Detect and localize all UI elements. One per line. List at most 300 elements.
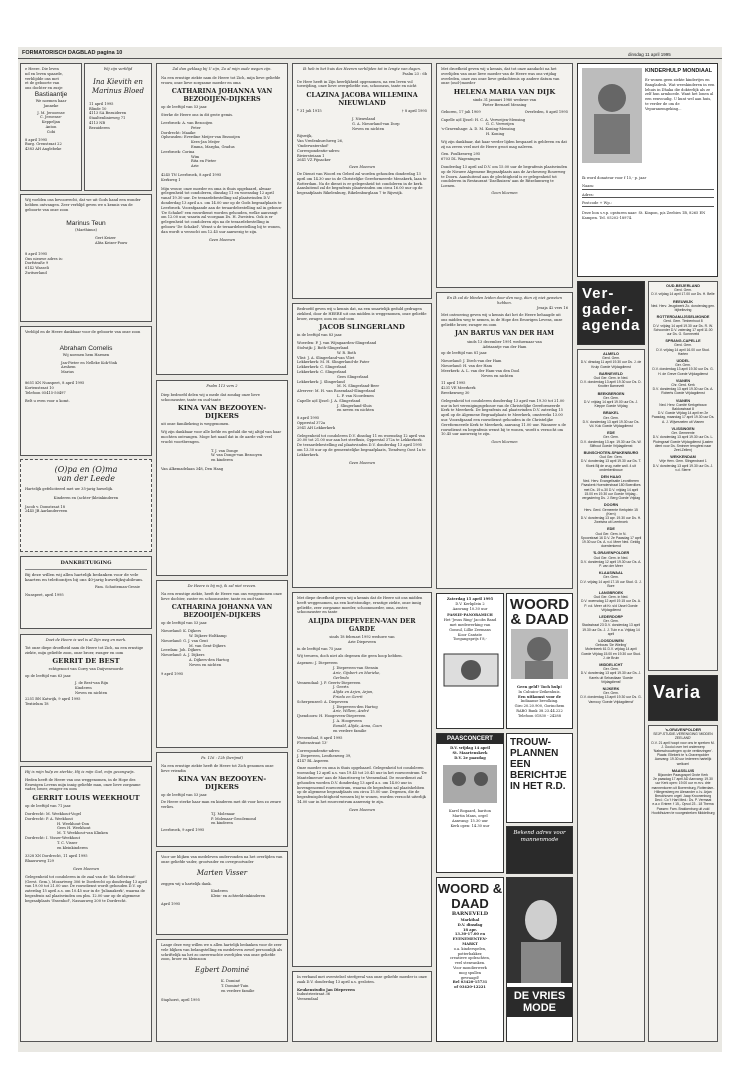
entry-place: WEKKENDAM — [670, 455, 696, 460]
agenda-entry — [580, 451, 642, 472]
line: Meerkerk: A. L. van der Ham-van den Dool — [441, 368, 520, 373]
entry-place: VIANEN — [675, 378, 691, 383]
line: W. Dijkers-Holtkamp — [189, 633, 227, 638]
line: Dordrecht: P. A. Weekhout — [25, 816, 73, 821]
line: Opheusden: Everdine Meijer-van Bezooijen — [161, 135, 240, 140]
entry-details: D.V. dinsdag 11 april 19.30 uur Ds. J. de Kruip Goede Vrijdagdienst — [580, 360, 642, 369]
agenda-entry — [580, 527, 642, 548]
line: M. T. Weekhout-van Klinken — [57, 831, 108, 836]
line: 4113 NB — [89, 120, 106, 125]
verse-ref: Psalm 23 : 6b — [402, 71, 427, 76]
entry-details: D.V. donderdag 13 april 19.30 uur Ds. G. Vanrooy 'Goede Vrijdagdienst' — [580, 695, 642, 704]
line: en kinderen — [211, 821, 233, 826]
line: Dordrecht: M. Weekhout-Vogel — [25, 811, 82, 816]
line: Kees-Jan Meijer — [191, 140, 220, 145]
comfort-line: Sterke de Heere ons in dit grote gemis. — [161, 113, 234, 118]
line: Lekkerkerk: J. Slingerland — [297, 379, 345, 384]
line: Neven en nichten — [75, 690, 108, 695]
deceased-name: GERRIT LOUIS WEEKHOUT — [32, 794, 140, 803]
notice-lines — [25, 67, 77, 91]
entry-details: D.V. donderdag 13 april 19.30 uur Ds. Vd. Kok Goede Vrijdagdienst — [582, 419, 640, 429]
line: Pieter Bernard Mensing — [482, 102, 527, 107]
entry-details: D.V. vrijdag 14 april 19.30 uur Ds. R. W. Schoonder D.V. zaterdag 17 april 11.00 uur Ds. G. Sonneveld — [653, 323, 713, 337]
death-notice-kina-2 — [156, 752, 288, 847]
line: Veenendaal, 8 april 1995 — [297, 736, 343, 741]
line: G. A. Nieuwland-van Dorp — [352, 121, 400, 126]
agenda-entry — [580, 551, 642, 568]
birth-notice-marinus — [20, 194, 152, 322]
entry-church: Gerd. Gem. — [602, 356, 620, 361]
entry-details: Spoorstraat 16 D.V. 2e Paasdag 17 april 19.30 uur Ds. A. v.d. Meer Ned. Geldig duerdenkend — [580, 535, 642, 549]
address — [441, 152, 568, 162]
verse: Ik heb in het huis des Heeren verblijden tot in lengte van dagen. — [303, 67, 421, 71]
line: Emma, Margha, Gradus — [191, 144, 235, 149]
address — [89, 102, 147, 131]
agenda-entry — [651, 379, 715, 396]
entry-church: Gerd. Gem. — [674, 343, 692, 348]
ad-title: PAASCONCERT — [437, 734, 503, 744]
line: 's-Gravenhage: A. D. M. Koning-Mensing — [441, 127, 516, 132]
entry-church: Vrije Herv. Gem. Slingendrant 1 — [659, 459, 707, 464]
agenda-entries — [651, 284, 715, 472]
address: Leerbroek, 9 april 1995 — [161, 828, 205, 833]
line: Capelle a/d IJssel: J. A. Slingerland — [297, 398, 361, 403]
ad-lines — [437, 746, 503, 760]
address — [297, 992, 427, 1002]
death-notice-gerrit-de-best — [20, 634, 152, 762]
no-flowers-note: Geen bloemen — [208, 237, 236, 242]
death-notice-kina-1 — [156, 380, 288, 576]
line: Anton — [45, 124, 57, 129]
line: Nieuwland: H. van der Ham — [441, 363, 493, 368]
line: Karel Bogaard, bariton — [449, 809, 491, 814]
entry-church: Chr. Gerd. Kerk — [671, 383, 695, 388]
hope-line: Wij treuren, doch niet als degenen die geen hoop hebben. — [297, 653, 403, 658]
entry-details: D.V. 21 april hoopt voor ons te spreken M. J. Gooiul over het onderwerp 'Nabeschouwingen op de verkiezingen'. Plaats: Ellekerk te 's-Gravenpolder Aanvang: 19.30 uur Iedereen hartelijk welkom! — [651, 740, 715, 766]
line: Gert Keizer — [95, 236, 116, 241]
address — [297, 736, 427, 746]
line: RABO Bank 38.23.44.222 — [516, 708, 563, 713]
entry-details: D.V. woensdag 12 april 19.15 uur Ds. A. P. v.d. Meer uit Kr. s/d IJssel Goede Vrijdagdienst — [580, 599, 641, 612]
notice-text: Verblijd en de Heere dankbaar voor de geboorte van onze zoon — [25, 330, 141, 334]
entry-church: Gerd. Gem. — [674, 288, 692, 293]
anniversary-notice — [20, 459, 152, 552]
address-field[interactable]: Adres: — [582, 193, 714, 199]
line: potterbakker, — [457, 951, 483, 956]
place-date: Nunspeet, april 1995 — [25, 593, 64, 598]
entry-details: D.V. vrijdag 14 april 16.00 uur Stud. Harten — [656, 347, 710, 356]
line: Nieuwland: G. J. van Gent — [161, 638, 208, 643]
notice-text: Diep bedroefd delen wij u mede dat zondag onze lieve schoonzuster, tante en oud-tante — [161, 392, 260, 402]
death-notice-van-der-ham — [436, 292, 573, 589]
line: Ons nieuwe adres is: — [25, 256, 63, 261]
child-photo-icon — [507, 627, 572, 681]
line: J. Slingerland-Sluis — [337, 403, 372, 408]
notice-text: Hartelijk gefeliciteerd met uw 35-jarig huwelijk. — [25, 487, 114, 491]
paasconcert-ad — [436, 733, 504, 873]
funeral-details: Onze moeder en oma is thuis opgebaard. Gelegenheid tot condoleren woensdag 12 april a.s. van 19.45 tot 20.45 uur in het rouwcentrum 'De Mantelmeeuw' aan de Mauritsweg te Veenendaal. De rouwdienst zal gehouden worden D.V. donderdag 13 april a.s. om 14.00 uur in bovengenoemd rouwcentrum, waarna de begrafenis zal plaatshebben op de algemene begraafplaats om circa 15.00 uur. Degenen, die de begrafenisplechtigheid wensen bij te wonen, worden verzocht uiterlijk 14.00 uur in het rouwcentrum aanwezig te zijn. — [297, 766, 427, 804]
line: 2251 BN Katwijk, 9 april 1995 — [25, 697, 81, 702]
line: EVENEMENTEN- — [452, 937, 488, 942]
entry-church: Gerd. Gem. Timbenhout 8 — [663, 319, 703, 324]
line: Bezuideren — [89, 125, 110, 130]
line: K. Dominé — [221, 979, 241, 984]
line: Ronald, Alijda, Anna, Coen — [333, 723, 382, 728]
entry-place: VIANEN — [675, 398, 691, 403]
line: Giro 20.20.900, Gorinchem — [514, 704, 565, 709]
verse: En Ik zal de blinden leiden door den weg, dien zij niet geweten hebben. — [446, 296, 562, 305]
line: 6703 DL Wageningen — [441, 157, 481, 162]
verse: De Heere is bij mij, ik zal niet vrezen. — [187, 584, 257, 588]
entry-place: ALMELO — [602, 352, 620, 356]
line: en kinderen — [211, 458, 233, 463]
funeral-details: Gelegenheid tot condoleren donderdag 13 april van 19.30 tot 21.00 uur in het verenigingsgebouw van de Christelijke Gereformeerde Kerk te Meerkerk. De begrafenis zal plaatsvinden D.V. zaterdag 15 april op de Algemene Begraafplaats te Meerkerk, omstreeks 13.00 uur. Voorafgaand een rouwdienst gehouden in de Christelijke Gereformeerde Kerk te Meerkerk, aanvang 11.00 uur. Wanneer u de rouwdienst en begrafenis wenst bij te wonen, wordt u verzocht om 10.45 uur aanwezig te zijn. — [441, 398, 566, 437]
deceased-name: CATHARINA JOHANNA VAN BEZOOIJEN-DIJKERS — [171, 603, 273, 620]
line: Vlist: J. A. Slingerland-van Vliet — [297, 355, 355, 360]
ad-title: WOORD & DAAD — [509, 596, 570, 628]
anniversary-subtitle: van der Leede — [57, 474, 115, 483]
line: e Heere. Die leven — [25, 67, 59, 71]
line: Bel 03420-15731 — [452, 980, 488, 985]
agenda-entry — [580, 411, 642, 428]
line: Vennendaal: J. P. Geerts-Diepeveen — [297, 680, 361, 685]
line: Kerk open: 14.30 uur — [450, 823, 490, 828]
address — [25, 697, 147, 707]
line: W. van Donge-van Bezooyen — [211, 453, 263, 458]
ad-lines-2 — [437, 809, 503, 828]
header-rule — [18, 58, 722, 59]
dates — [297, 109, 427, 114]
line: Geen geld? Toch hulp! — [517, 685, 562, 689]
no-flowers-note: Geen bloemen — [348, 807, 376, 812]
line: Veenendaal — [297, 997, 319, 1002]
company-name: Keukenstudio Jan Diepeveen — [297, 987, 355, 992]
agenda-entry — [580, 372, 642, 389]
address: Van Alkemadelaan 348, Den Haag — [161, 466, 224, 471]
notice-title: DANKBETUIGING — [60, 560, 112, 566]
line: mog spullen — [458, 970, 482, 975]
line: Zaterdag 15 april 1995 — [446, 597, 494, 601]
line: Zwitserland — [25, 270, 47, 275]
line: Capelle a/d IJssel: H. C. A. Verweijen-Mensing — [441, 117, 526, 122]
line: Kortenstraat 10 — [25, 385, 54, 390]
deceased-name: CATHARINA JOHANNA VAN BEZOOIJEN-DIJKERS — [171, 87, 273, 104]
death-notice-nieuwland — [292, 63, 432, 299]
entry-church: SEJP-STUDIE-VERENIGING 'MIDDEN ZEELAND' — [653, 732, 713, 741]
ad-text: Er wonen geen ziekte kindertjes en Bangladesh. Wat weeskinderen in een lehuis in Dhaka die dokterlijk als ze zelf hun armhoede. Want het lonen al een eenvoudig. U kunt wel aan huis, te verder de om de Vepuranemgeking... — [645, 78, 715, 111]
name-field[interactable]: Naam: — [582, 184, 714, 190]
line: J. Diepeveen, Lenthenweg 39, — [297, 753, 352, 758]
family — [25, 681, 147, 695]
line: Markthal — [460, 918, 480, 922]
notice-text: Met droefheid geven wij u kennis, dat tot onze aandacht na het overlijden van onze lieve moeder van de Heere was ons vrijdag overleden, onze zus onze lieve gedachtenis op andere datum van onze (oud-)moeder — [441, 67, 560, 86]
line: T.J. Molenaar — [211, 811, 235, 816]
notice-text: Bij deze willen wij allen hartelijk bedanken voor de vele kaarten en telefoontjes bij ons 40-jarig huwelijksjubileum. — [25, 572, 144, 583]
entry-church: Ger. Gem. — [603, 435, 619, 440]
line: IJsendoorn: H. Hoogeveen-Diepeveen — [297, 714, 366, 719]
agenda-entry — [580, 392, 642, 409]
line: Nieuwland: A. J. Dijkers — [161, 653, 205, 658]
line: Arie Diepeveen — [348, 639, 376, 644]
line: Gonsul, Lillie Zeemans — [449, 627, 491, 632]
line: G. C. Verweijen — [486, 122, 514, 127]
child-name: Marinus Teun — [66, 220, 106, 228]
entry-place: MIDDELICHT — [599, 663, 623, 667]
age-line: op de leeftijd van 53 jaar. — [161, 793, 208, 798]
family — [441, 118, 568, 137]
agenda-entry — [651, 300, 715, 313]
line: Lekkerkerk: C. Slingerland — [297, 369, 347, 374]
entry-details: D.V. donderdag 13 april 19.30 uur Ds. J. Karels uit Sebastiaan 'Goede Vrijdagdienst' — [580, 671, 642, 684]
death-notice-diepeveen — [292, 592, 432, 967]
line: D.V. vrijdag 14 april — [450, 746, 490, 750]
line: en neven en nichten — [337, 408, 374, 413]
line: Gees Slingerland — [337, 374, 369, 379]
entry-church: Ger. Gem. — [603, 691, 619, 696]
varia-list — [648, 725, 718, 1042]
line: 8 april 1995 — [25, 251, 48, 256]
notice-text-2: Wij zijn dankbaar, dat haar verder lijden bespaard is gebleven en dat zij na zeven veel met de Heere groot mag naleven. — [441, 139, 567, 149]
entry-church: Oud Ger. Gem. in Ned. — [593, 555, 629, 560]
address — [297, 416, 427, 430]
line: J. Geerts — [333, 685, 349, 690]
deceased-name: ALIJDA DIEPEVEEN-VAN DER GARDE — [308, 617, 416, 634]
family — [297, 661, 427, 733]
family — [161, 449, 283, 463]
line: en verdere familie — [221, 988, 255, 993]
line: Nieuwland: J. Dirch-van der Ham — [441, 359, 502, 364]
entry-details: Paaskerk Huenderstraat 180 Boerdikes met Ds. 19 u-30 D.V. vrijdag 14 april 15.00 en 19.30 uur Goede Vrijdag - vergadering Ds. J. Berg Goede Vrijdag — [581, 483, 641, 501]
entry-details: D.V. vrijdag 14 april 17.15 uur Stud. G. J. Bore — [580, 579, 642, 588]
de-vries-mode-ad — [506, 877, 573, 1042]
coupon-footer: Deze bon s.v.p. opsturen naar: St. Kinpon, p/a Zeebies 1B, 8265 EN Kampen. Tel. 05202-18974. — [582, 211, 706, 220]
entry-details: D.V. donderdag 12 april 19.30 uur Ds. A. P. van der Meer — [580, 559, 642, 568]
line: Blinde 10 — [89, 106, 107, 111]
entry-details: Stadsstraat 23 D.V. donderdag 13 april 19.30 uur Ds. J. J. Tuin e.a. Vrijdag 14 april — [581, 623, 641, 636]
newspaper-header-date: dinsdag 11 april 1995 — [628, 52, 671, 57]
line: 13.30-17.00 en — [454, 932, 486, 937]
birth-date: Geboren, 17 juli 1909 — [441, 109, 481, 114]
notice-text: Lange deze weg willen we u allen hartelijk bedanken voor de zeer vele blijken van belangstelling en medeleven zowel persoonlijk als schriftelijk na het zo onverwachte overlijden van onze geliefde zoon, broer en kleinzoon — [161, 943, 283, 962]
entry-details: D.V. donderdag 13 april 19.30 uur Ds. A. Roberts Goede Vrijdagdienst — [652, 387, 714, 396]
line: et de geboorte van — [25, 81, 60, 86]
vergader-agenda-list — [577, 349, 645, 1042]
entry-place: KLAASWAAL — [598, 571, 624, 576]
thank-you-notice-domine — [156, 939, 288, 1042]
from-line: Kinderen en (achter-)kleinkinderen — [53, 495, 119, 500]
ad-title: TROUW-PLANNEN EEN BERICHTJE IN HET R.D. — [510, 737, 567, 792]
notice-footnote: Belt u even voor u komt. — [25, 399, 70, 404]
entry-church: Ger. Gem. — [603, 575, 619, 580]
entry-place: VLISSINGEN — [671, 426, 695, 431]
line: Arie — [191, 164, 199, 169]
birth-notice-bastiaantje — [20, 63, 82, 191]
line: A. Dijkers-den Hartog — [189, 657, 229, 662]
death-notice-weekhout — [20, 766, 152, 1042]
line: D.V. Kerkplein 2 — [455, 601, 485, 606]
notice-text: De Here heeft in Zijn heerlijkheid opgenomen, na een leven vol toewijding, onze lieve overgeliefde zus, schoonzus, tante en nicht — [297, 79, 417, 89]
entry-church: Gebouw 'De Wieling' — [595, 643, 627, 648]
address — [25, 381, 147, 395]
family — [161, 121, 283, 169]
entry-church: Ger. Gemeente — [671, 431, 695, 436]
verse: Ps. 116 : 12b (berijmd) — [201, 756, 243, 760]
line: Cobi — [46, 129, 56, 134]
agenda-entry — [651, 284, 715, 297]
line: Arnhem — [61, 365, 76, 370]
entry-details: D.V. donderdag 13 april 19.30 uur Ds. L. Pluimgraaf Goede Vrijdagdienst (Lasten dient voor Ds. Sminner terugtest naar Zeel-Zellen) — [652, 435, 714, 452]
entry-place: DEN HAAG — [600, 475, 622, 480]
birth-notice-abraham — [20, 326, 152, 456]
varia-entries — [651, 728, 715, 815]
line: J. Nieuwland — [352, 116, 376, 121]
signature: Fam. Schuiteman-Gessie — [95, 585, 140, 590]
line: L. P. van Noordenen — [337, 393, 374, 398]
widower-line — [441, 340, 568, 350]
line: Dordrecht: Maaike — [161, 130, 196, 135]
sub-line: uit onze familiekring is weggenomen. — [161, 422, 230, 427]
ad-title: KINDERHULP MONDIAAL — [645, 68, 713, 74]
ad-title: WOORD & DAAD — [437, 881, 503, 911]
line: J. de Best-van Rijn — [75, 680, 109, 685]
line: Koor Cantate — [457, 632, 483, 637]
entry-place: MAASSLUIS — [671, 768, 695, 773]
entry-church: Ger. Gem. — [603, 619, 619, 624]
concert-logo-icon — [442, 650, 500, 690]
notice-text: Na een ernstige ziekte, heeft de Heere van ons weggenomen onze lieve dochter, zuster en schoonzuster, tante en oud-tante — [161, 591, 282, 601]
child-subline: We noemen haar — [35, 98, 67, 103]
line: Alverver: M. H. van Rosendaal-Slingerland — [297, 389, 376, 394]
entry-place: REEUWIJK — [672, 299, 694, 304]
model-photo-icon — [507, 878, 573, 983]
vergader-agenda-header — [577, 281, 645, 345]
no-flowers-note: Geen bloemen — [491, 440, 518, 445]
birth-date: * 31 juli 1915 — [297, 109, 322, 114]
line: 6142 Wasseli — [25, 266, 49, 271]
ad-slogan: Bekend adres voor mannenmode — [513, 830, 566, 843]
line: en kleinkinderen — [57, 845, 88, 850]
entry-place: BRAKEL — [603, 411, 619, 416]
agenda-entries — [580, 352, 642, 704]
family — [161, 812, 283, 826]
line: Arie, Gijsbert en Marieke, — [333, 670, 381, 675]
entry-place: BUNSCHOTEN-SPAKENBURG — [583, 451, 639, 456]
agenda-entry — [651, 359, 715, 376]
line: 4231 VE Meerkerk — [441, 386, 476, 391]
entry-church: Ned. Herv. Comité Kerkgebouw Baldosstraat 8 — [659, 402, 707, 412]
entry-place: UDDEL — [676, 359, 690, 364]
line: 8651 KN Nunspeet, 8 april 1995 — [25, 380, 85, 385]
dates — [441, 110, 568, 115]
agenda-entry — [651, 315, 715, 336]
entry-church: Ger. Gem. — [675, 363, 691, 368]
postcode-field[interactable]: Postcode + Wp.: — [582, 201, 714, 207]
deceased-name: JAN BARTUS VAN DER HAM — [454, 329, 555, 337]
mannenmode-ad — [506, 826, 573, 874]
agenda-entry — [651, 427, 715, 452]
line: Aanvang 10.30 uur — [452, 606, 488, 611]
entry-church: Ned. Herv. Evangelisatie Leonitheren — [583, 479, 639, 484]
age-line: in de leeftijd van 75 jaar. — [297, 646, 343, 651]
funeral-details: De Dienst van Woord en Gebed zal worden gehouden donderdag 13 april om 14.30 uur in de Christelijke Gereformeerde Menskerk, laan te Rotterdam. Na de dienst is er gelegenheid tot condoleren in de kerk. Aansluitend zal de begrafenis plaatsvinden om circa 16.00 uur op de begraafplaats Rikelenburg, Rikelenburglaan 7 te Rijswijk. — [297, 171, 427, 196]
notice-text: Heden heeft de Heere van ons weggenomen, in de Hope des Eeuwigen Levens mijn innig geliefde man, onze lieve zorgzame vader, broer, zwager en oom — [25, 777, 141, 792]
entry-church: Ger. Gem. — [603, 667, 619, 672]
line: H. Weekhout-Don — [57, 821, 90, 826]
notice-text: Na een ernstige ziekte nam de Heere tot Zich, mijn lieve geliefde vrouw, onze lieve zorgzame moeder en oma — [161, 75, 281, 85]
address — [25, 252, 147, 276]
address — [441, 381, 568, 395]
line: J. A. Hoogeveen — [333, 718, 362, 723]
closure-notice-keukenstudio — [292, 971, 432, 1042]
agenda-entry — [651, 455, 715, 472]
line: met medewerking van — [449, 622, 491, 627]
line: M. N. Slingerland-Beer — [337, 384, 380, 389]
notice-text: Wij voelden ons bevoorrecht, dat we uit Gods hand een wonder hebben ontvangen. Zeer verblijd geven we u kennis van de geboorte van onze zoon — [25, 198, 141, 212]
line: Opperstal 372a — [297, 420, 326, 425]
agenda-entry — [580, 503, 642, 524]
agenda-list-right — [648, 281, 718, 671]
entry-place: BARNEVELD — [599, 371, 623, 376]
line: J. Diepeveen-van Stensin — [333, 666, 379, 671]
entry-details: 2e paasdag 17 april AD Aanvang: 19.30 uur Kerk open: 19.00 uur m.m.v. drie mannenkoren uit Boerenburg, Rotterdam-Hillegersberg en Alexander o.l.v. Arjan Breukhoven orgel: Jaap Kroonenburg Decl.: Co 't Hart Med.: Ds. P. Vermaat e.a.v. Entree: f 15,- Opvol 23 - 18 Thema Passen: Fam. Brakkenburg uit zuid Hoofdhuizen te voorgestreken Middelburg — [651, 777, 715, 815]
entry-details: D.V. vrijdag 14 april 19.00 uur Ds. J. Kieppe Goede Vrijdag — [583, 400, 639, 409]
no-flowers-note: Geen bloemen — [72, 866, 100, 871]
entry-place: OUD-BEIJERLAND — [666, 284, 700, 288]
line: Industriestraat 36 — [297, 992, 331, 997]
line: Telefoon 05415-50497 — [25, 390, 66, 395]
line: 3328 XN Dordrecht, 11 april 1995 — [25, 854, 88, 859]
child-nickname: Janneke — [43, 103, 59, 108]
newspaper-header-title: FORMATORISCH DAGBLAD pagina 10 — [22, 50, 123, 56]
death-notice-catharina-2 — [156, 580, 288, 748]
death-notice-catharina-1 — [156, 63, 288, 375]
entry-place: SPRANG-CAPELLE — [665, 339, 701, 344]
line: T. J. van Donge — [211, 448, 239, 453]
notice-label: Wij zijn verblijd — [103, 67, 133, 71]
agenda-entry — [651, 728, 715, 766]
line: veel stenvanken. — [454, 961, 486, 966]
line: Alita Keizer-Pouw — [95, 240, 128, 245]
varia-header — [648, 675, 718, 721]
line: 2941 AH Lekkerkerk — [297, 425, 336, 430]
line: gevraagd! — [460, 975, 480, 980]
line: Arie, Willem, André — [333, 709, 369, 714]
line: J. M. Jerooense — [37, 110, 65, 115]
child-nickname: (Marthinus) — [75, 228, 97, 233]
line: Telefoon 01830 - 24288 — [518, 713, 561, 718]
line: nd en leven spaarde, — [25, 71, 63, 76]
age-line: op de leeftijd van 81 jaar. — [441, 351, 488, 356]
age-line: op de leeftijd van 71 jaar. — [25, 804, 72, 809]
entry-church: Oud Ger. Gem. in Ned. — [593, 376, 629, 381]
line: Breekenweg 30 — [441, 390, 470, 395]
ad-lines — [507, 685, 572, 719]
line: Wim — [191, 154, 200, 159]
age-line: op de leeftijd van 53 jaar. — [161, 105, 208, 110]
entry-details: D.V. donderdag 13 apr. 19.30 uur Ds. W. Silfhout Goede Vrijdagdienst — [580, 439, 642, 448]
entry-church: Ger. Gem. — [603, 395, 619, 400]
notice-text: Met ontroering geven wij u kennis dat het de Heere behaagde uit ons midden weg te nemen, in de Hope des Eeuwigen Levens, onze geliefde broer, zwager en oom — [441, 313, 563, 327]
line: Neven en nichten — [189, 662, 222, 667]
passion-concert-ad — [436, 593, 504, 729]
line: Riviersteiaan 1 — [297, 153, 325, 158]
line: ons dochter en zusje — [25, 86, 63, 91]
line: Scherpenzeel: A. Diepeveen — [297, 699, 349, 704]
agenda-entry — [580, 615, 642, 636]
notice-text: Met diepe droefheid geven wij u kennis dat de Heere uit ons midden heeft weggenomen, na een kortstondige, ernstige ziekte, onze innig geliefde, zeer zorgzame moeder, schoonmoeder, oma, zuster, schoonzuster en tante — [297, 596, 423, 615]
date-line: 9 april 1995 — [161, 671, 184, 676]
address — [25, 854, 147, 864]
